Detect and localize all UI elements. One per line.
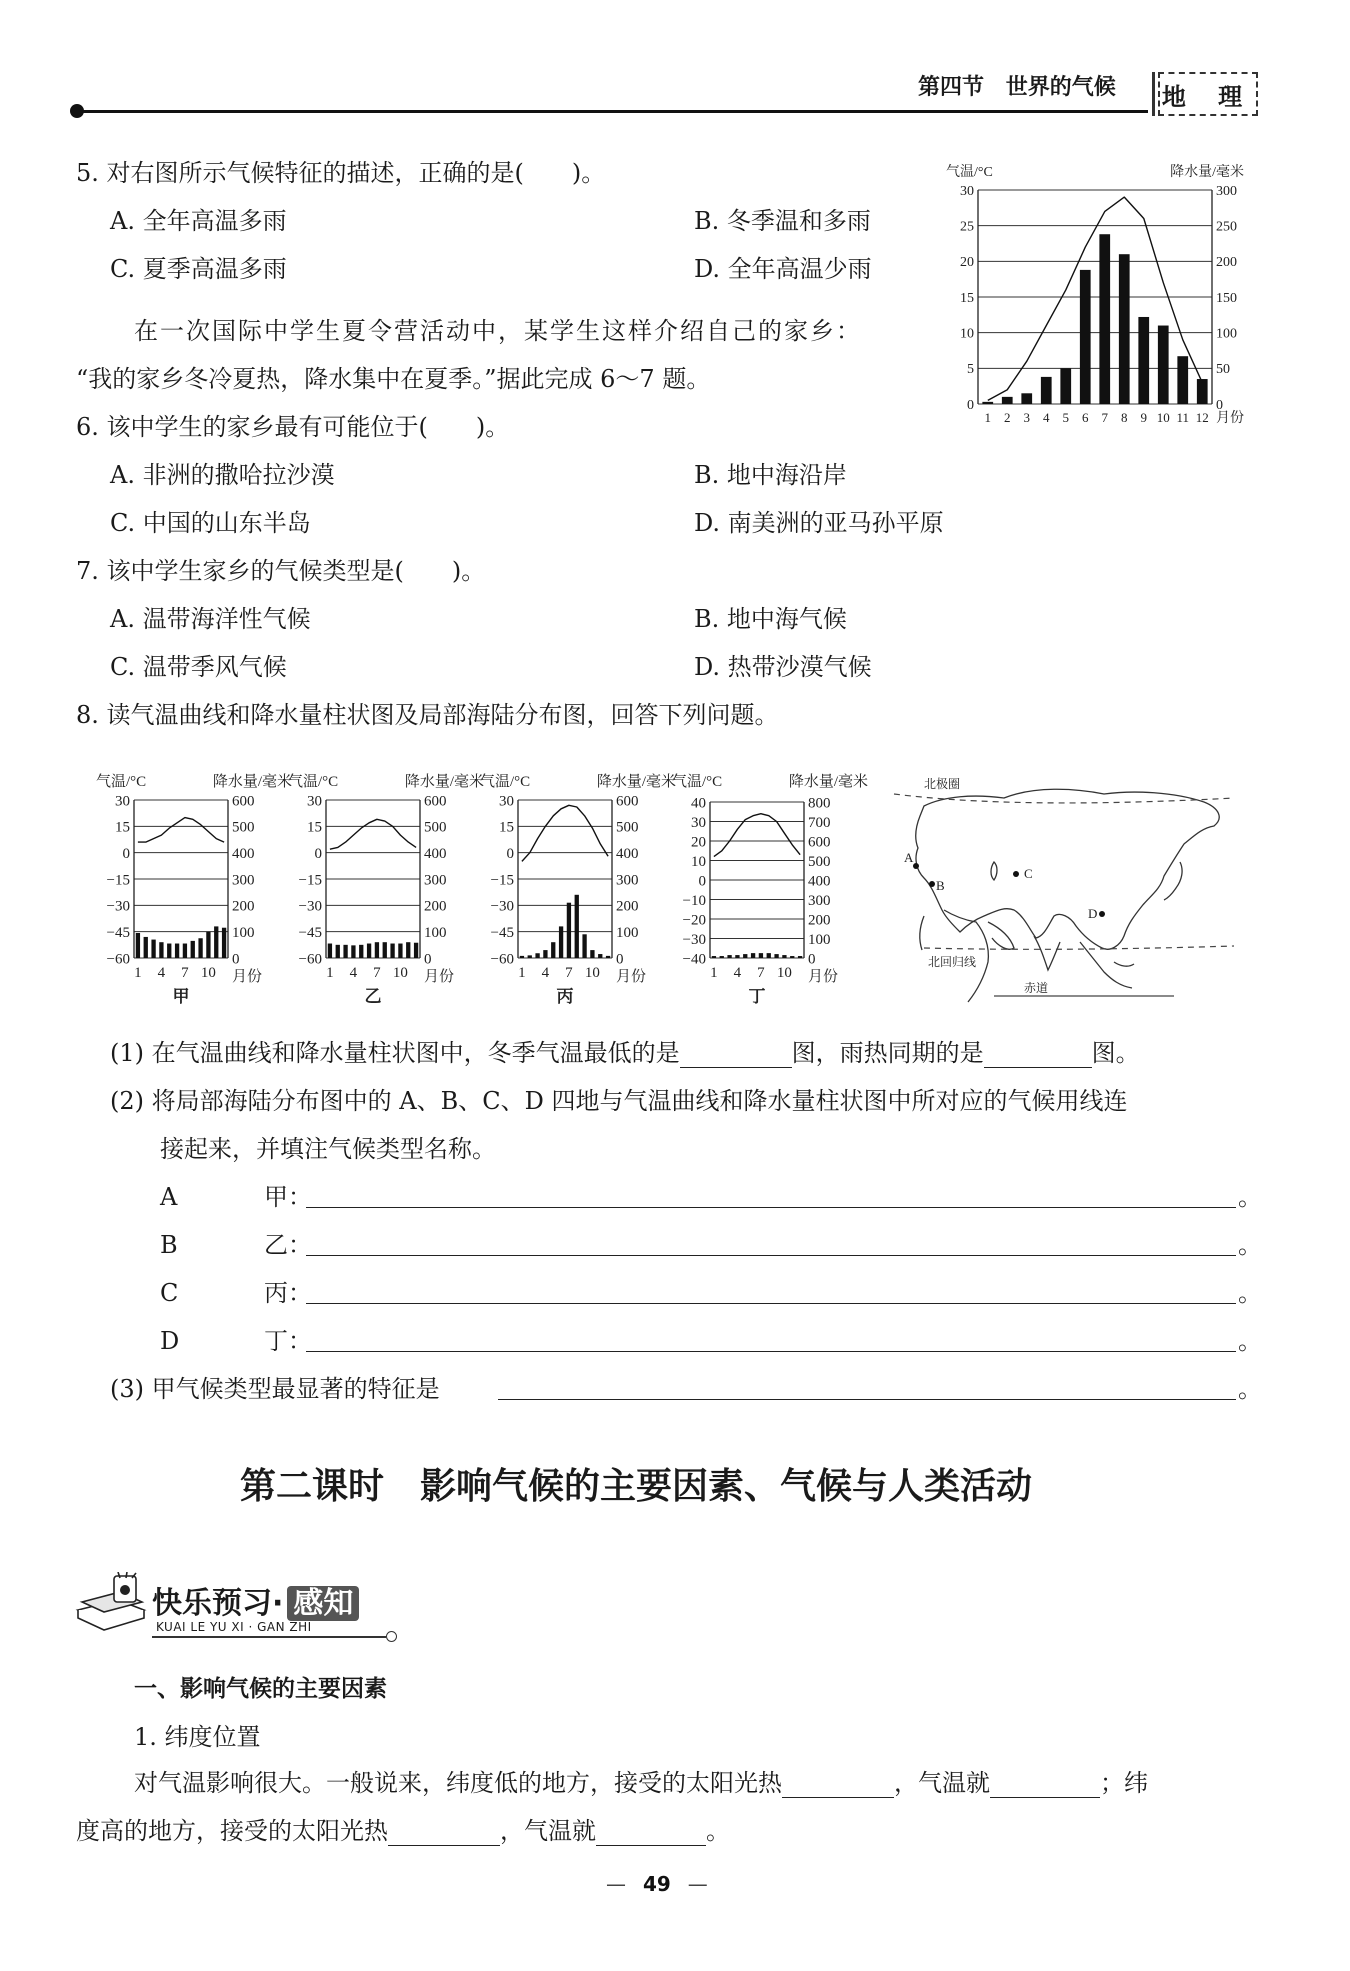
precip-bar [1197,379,1208,404]
temp-tick-label: 20 [691,834,706,851]
temp-tick-label: −40 [682,951,706,968]
month-tick-label: 4 [1043,410,1050,425]
q6-option-d: D. 南美洲的亚马孙平原 [694,509,944,537]
lesson2-para2-a: 度高的地方，接受的太阳光热 [76,1817,388,1845]
precip-bar [406,942,410,958]
temp-tick-label: 30 [307,793,322,810]
temp-tick-label: −10 [682,892,706,909]
banner-dot: · [272,1586,284,1621]
precip-bar [774,954,778,958]
q8-stem: 8. 读气温曲线和降水量柱状图及局部海陆分布图，回答下列问题。 [76,701,779,729]
ylabel-left: 气温/°C [480,774,531,790]
point-a [913,863,919,869]
prec-tick-label: 100 [424,924,447,941]
match-row-d-place: D [160,1327,180,1355]
q6-option-c: C. 中国的山东半岛 [110,509,311,537]
temperature-curve [988,197,1203,400]
india-outline [1034,936,1060,970]
temp-tick-label: 10 [691,853,706,870]
temp-tick-label: −30 [298,898,322,915]
prec-tick-label: 500 [616,819,639,836]
month-tick-label: 10 [1156,410,1170,425]
eurasia-outline [916,789,1219,949]
ylabel-left: 气温/°C [96,774,147,790]
header-rule [72,110,1148,113]
temp-tick-label: 30 [960,183,974,199]
temp-tick-label: −60 [490,951,514,968]
precip-bar [559,926,563,958]
precip-bar [1119,254,1130,404]
precip-bar [351,945,355,958]
q8-sub1 [110,1038,1140,1068]
precip-bar [712,956,716,958]
precip-bar [1002,397,1013,404]
climate-chart-ding [672,768,868,1008]
month-tick-label: 1 [710,965,718,981]
month-tick-label: 8 [1121,410,1128,425]
month-tick-label: 1 [984,410,991,425]
month-tick-label: 12 [1195,410,1209,425]
precip-bar [183,944,187,958]
temp-tick-label: 15 [960,290,974,306]
precip-bar [582,934,586,958]
temp-tick-label: −60 [298,951,322,968]
prec-tick-label: 600 [808,834,831,851]
precip-bar [175,944,179,958]
match-row-b-chart: 乙： [264,1231,312,1259]
precip-bar [167,944,171,958]
precip-bar [743,954,747,958]
lesson2-para1-b: ，气温就 [894,1769,990,1797]
q5-option-c: C. 夏季高温多雨 [110,255,287,283]
prec-tick-label: 800 [808,795,831,812]
q6-option-a: A. 非洲的撒哈拉沙漠 [110,461,335,489]
banner-underline-end [386,1631,397,1642]
temp-tick-label: 5 [967,362,974,378]
month-tick-label: 1 [518,965,526,981]
precip-bar [336,945,340,958]
chart-label: 甲 [172,987,190,1006]
header-section-number: 第四节 [918,74,985,100]
precip-bar [720,956,724,958]
month-tick-label: 10 [200,965,216,981]
q5-option-b: B. 冬季温和多雨 [694,207,871,235]
q7-option-a: A. 温带海洋性气候 [110,605,311,633]
prec-tick-label: 250 [1216,219,1237,235]
match-row-a-blank[interactable] [306,1206,1236,1208]
temp-tick-label: 25 [960,219,974,235]
point-d [1099,911,1105,917]
precip-bar [528,955,532,958]
q8-sub2-line1: (2) 将局部海陆分布图中的 A、B、C、D 四地与气温曲线和降水量柱状图中所对应的气候用线连 [110,1087,1128,1115]
book-stack-icon [74,1572,150,1636]
prec-tick-label: 0 [1216,397,1223,413]
prec-tick-label: 200 [232,898,255,915]
month-tick-label: 6 [1082,410,1089,425]
precip-bar [328,944,332,958]
q5-option-d: D. 全年高温少雨 [694,255,872,283]
prec-tick-label: 500 [808,853,831,870]
chart-label: 丙 [556,987,574,1006]
precip-bar [598,954,602,958]
lesson2-para2-c: 。 [706,1817,730,1845]
precip-bar [543,950,547,958]
month-tick-label: 1 [326,965,334,981]
precip-bar [1177,356,1188,404]
temp-tick-label: 15 [115,819,130,836]
precip-bar [206,932,210,958]
banner-pinyin: KUAI LE YU XI · GAN ZHI [156,1620,312,1634]
ylabel-left: 气温/°C [946,165,993,180]
precip-bar [1138,317,1149,404]
temp-tick-label: −15 [106,872,130,889]
precip-bar [198,938,202,958]
match-row-d-end: 。 [1238,1327,1262,1355]
precip-bar [367,944,371,958]
prec-tick-label: 100 [616,924,639,941]
lesson2-para1-blank2[interactable] [990,1773,1100,1798]
header-section [918,72,1116,102]
label-b: B [936,878,945,893]
precip-bar [375,942,379,958]
precip-bar [1099,234,1110,404]
q8-sub1-b: 图，雨热同期的是 [791,1039,984,1067]
prec-tick-label: 100 [232,924,255,941]
precip-bar [159,942,163,958]
precip-bar [735,955,739,958]
precip-bar [1041,377,1052,404]
banner-underline [152,1636,386,1638]
q8-sub2-line2: 接起来，并填注气候类型名称。 [160,1135,496,1163]
q8-sub3-blank[interactable] [498,1398,1236,1400]
climate-chart-jia [96,768,292,1008]
temp-tick-label: −45 [298,924,322,941]
prec-tick-label: 200 [808,912,831,929]
precip-bar [1060,368,1071,404]
prec-tick-label: 50 [1216,362,1230,378]
match-row-b-place: B [160,1231,178,1259]
temp-tick-label: 40 [691,795,706,812]
prec-tick-label: 0 [616,951,624,968]
month-tick-label: 4 [733,965,742,981]
lesson2-para1 [134,1768,1148,1798]
temp-tick-label: 0 [698,873,706,890]
q8-sub3-text: (3) 甲气候类型最显著的特征是 [110,1375,440,1403]
xlabel: 月份 [808,969,839,985]
prec-tick-label: 0 [424,951,432,968]
precip-bar [398,944,402,958]
lesson2-para1-c: ；纬 [1100,1769,1148,1797]
precip-bar [535,953,539,958]
temp-tick-label: −45 [490,924,514,941]
match-row-c-blank[interactable] [306,1302,1236,1304]
caspian-outline [991,862,997,880]
prec-tick-label: 150 [1216,290,1237,306]
label-equator: 赤道 [1024,981,1049,995]
temp-tick-label: 0 [122,845,130,862]
prec-tick-label: 400 [424,845,447,862]
temp-tick-label: 0 [314,845,322,862]
label-tropic: 北回归线 [928,955,977,969]
precip-bar [191,941,195,958]
match-row-d-chart: 丁： [264,1327,312,1355]
climate-chart-bing [480,768,676,1008]
ylabel-right: 降水量/毫米 [788,774,868,790]
xlabel: 月份 [616,969,647,985]
prec-tick-label: 500 [232,819,255,836]
precip-bar [606,956,610,958]
lesson2-para1-a: 对气温影响很大。一般说来，纬度低的地方，接受的太阳光热 [134,1769,782,1797]
temp-tick-label: 30 [115,793,130,810]
q8-sub1-blank1[interactable] [680,1043,792,1068]
prec-tick-label: 300 [424,872,447,889]
month-tick-label: 7 [373,965,381,981]
q7-option-d: D. 热带沙漠气候 [694,653,872,681]
xlabel: 月份 [232,969,263,985]
temp-tick-label: 30 [499,793,514,810]
precip-bar [214,926,218,958]
page-number-dash-left: — [606,1872,626,1896]
month-tick-label: 7 [757,965,765,981]
precip-bar [520,956,524,958]
q8-sub1-c: 图。 [1091,1039,1140,1067]
month-tick-label: 7 [565,965,573,981]
month-tick-label: 5 [1062,410,1069,425]
japan-outline [1164,862,1182,900]
temp-tick-label: 30 [691,814,706,831]
match-row-a-end: 。 [1238,1183,1262,1211]
q8-sub1-blank2[interactable] [984,1043,1092,1068]
point-b [929,881,935,887]
xlabel: 月份 [424,969,455,985]
land-sea-map [884,766,1244,1006]
precip-bar [222,928,226,958]
month-tick-label: 4 [541,965,550,981]
precip-bar [782,955,786,958]
banner-tag: 感知 [287,1586,359,1621]
precip-bar [590,950,594,958]
month-tick-label: 7 [1101,410,1108,425]
lesson2-para1-blank1[interactable] [782,1773,894,1798]
tropic-line [924,946,1234,949]
month-tick-label: 7 [181,965,189,981]
temp-tick-label: −15 [298,872,322,889]
label-c: C [1024,866,1033,881]
q5-stem: 5. 对右图所示气候特征的描述，正确的是( )。 [76,159,606,187]
temp-tick-label: −20 [682,912,706,929]
lesson2-para2-blank1[interactable] [388,1821,500,1846]
xlabel: 月份 [1216,411,1244,426]
precip-bar [575,895,579,958]
prec-tick-label: 600 [424,793,447,810]
precip-bar [759,953,763,958]
ylabel-right: 降水量/毫米 [212,774,292,790]
month-tick-label: 9 [1140,410,1147,425]
precip-bar [567,903,571,958]
precip-bar [1021,393,1032,404]
month-tick-label: 4 [349,965,358,981]
prec-tick-label: 200 [424,898,447,915]
precip-bar [982,402,993,404]
precip-bar [551,942,555,958]
month-tick-label: 4 [157,965,166,981]
prec-tick-label: 600 [616,793,639,810]
prec-tick-label: 400 [808,873,831,890]
lesson2-heading1: 一、影响气候的主要因素 [134,1676,387,1702]
ylabel-left: 气温/°C [672,774,723,790]
temperature-curve [714,814,800,857]
lesson2-para2-blank2[interactable] [596,1821,706,1846]
temp-tick-label: 20 [960,255,974,271]
precip-bar [390,944,394,958]
q8-sub1-a: (1) 在气温曲线和降水量柱状图中，冬季气温最低的是 [110,1039,680,1067]
temp-tick-label: 0 [506,845,514,862]
precip-bar [136,933,140,958]
month-tick-label: 10 [584,965,600,981]
page-number: 49 [642,1872,671,1896]
prec-tick-label: 700 [808,814,831,831]
page-number-dash-right: — [687,1872,708,1896]
prec-tick-label: 200 [616,898,639,915]
match-row-d-blank[interactable] [306,1350,1236,1352]
climate-chart-yi [288,768,484,1008]
label-a: A [904,850,914,865]
temp-tick-label: 15 [499,819,514,836]
q5-climate-chart [940,158,1260,438]
temp-tick-label: 0 [967,397,974,413]
prec-tick-label: 600 [232,793,255,810]
prec-tick-label: 0 [232,951,240,968]
ylabel-right: 降水量/毫米 [404,774,484,790]
match-row-c-chart: 丙： [264,1279,312,1307]
precip-bar [414,943,418,958]
passage-line1: 在一次国际中学生夏令营活动中，某学生这样介绍自己的家乡： [134,317,862,345]
precip-bar [1158,326,1169,404]
prec-tick-label: 300 [1216,183,1237,199]
temperature-curve [138,818,224,843]
subject-box: 地 理 [1158,72,1258,116]
month-tick-label: 3 [1023,410,1030,425]
match-row-b-end: 。 [1238,1231,1262,1259]
month-tick-label: 10 [392,965,408,981]
prec-tick-label: 100 [808,931,831,948]
ylabel-right: 降水量/毫米 [1170,165,1244,180]
prec-tick-label: 300 [616,872,639,889]
arabia-outline [988,922,1014,949]
precip-bar [751,953,755,958]
temp-tick-label: −45 [106,924,130,941]
temp-tick-label: −15 [490,872,514,889]
month-tick-label: 1 [134,965,142,981]
precip-bar [144,937,148,958]
lesson2-para2-b: ，气温就 [500,1817,596,1845]
precip-bar [798,956,802,958]
q6-stem: 6. 该中学生的家乡最有可能位于( )。 [76,413,510,441]
match-row-c-place: C [160,1279,179,1307]
match-row-b-blank[interactable] [306,1254,1236,1256]
banner-main-text: 快乐预习 [152,1586,272,1621]
precip-bar [151,940,155,958]
q6-option-b: B. 地中海沿岸 [694,461,847,489]
q7-option-c: C. 温带季风气候 [110,653,287,681]
prec-tick-label: 100 [1216,326,1237,342]
q5-option-a: A. 全年高温多雨 [110,207,287,235]
temp-tick-label: −30 [106,898,130,915]
prec-tick-label: 300 [808,892,831,909]
match-row-c-end: 。 [1238,1279,1262,1307]
page-number-row [606,1872,708,1896]
label-arctic-circle: 北极圈 [924,777,961,791]
lesson2-para2 [76,1816,730,1846]
header-chapter-title: 世界的气候 [1005,74,1116,100]
label-d: D [1088,906,1098,921]
temp-tick-label: 10 [960,326,974,342]
ylabel-left: 气温/°C [288,774,339,790]
lesson2-title: 第二课时 影响气候的主要因素、气候与人类活动 [240,1466,1033,1507]
match-row-a-place: A [160,1183,178,1211]
q7-stem: 7. 该中学生家乡的气候类型是( )。 [76,557,486,585]
precip-bar [1080,270,1091,404]
prec-tick-label: 200 [1216,255,1237,271]
month-tick-label: 2 [1004,410,1011,425]
ylabel-right: 降水量/毫米 [596,774,676,790]
passage-line2: “我的家乡冬冷夏热，降水集中在夏季。”据此完成 6～7 题。 [76,365,711,393]
temp-tick-label: −60 [106,951,130,968]
precip-bar [359,945,363,958]
lesson2-item1: 1. 纬度位置 [134,1723,261,1751]
temperature-curve [330,819,416,849]
temp-tick-label: 15 [307,819,322,836]
precip-bar [790,956,794,958]
month-tick-label: 10 [776,965,792,981]
banner-main [152,1578,359,1622]
chart-label: 丁 [748,987,766,1006]
q7-option-b: B. 地中海气候 [694,605,847,633]
q8-sub3-end: 。 [1238,1375,1262,1403]
chart-label: 乙 [364,987,382,1006]
prec-tick-label: 400 [232,845,255,862]
precip-bar [767,953,771,958]
precip-bar [343,945,347,958]
prec-tick-label: 500 [424,819,447,836]
prec-tick-label: 400 [616,845,639,862]
prec-tick-label: 0 [808,951,816,968]
temp-tick-label: −30 [682,931,706,948]
prec-tick-label: 300 [232,872,255,889]
precip-bar [383,942,387,958]
month-tick-label: 11 [1176,410,1190,425]
precip-bar [727,955,731,958]
match-row-a-chart: 甲： [264,1183,312,1211]
point-c [1013,871,1019,877]
temp-tick-label: −30 [490,898,514,915]
